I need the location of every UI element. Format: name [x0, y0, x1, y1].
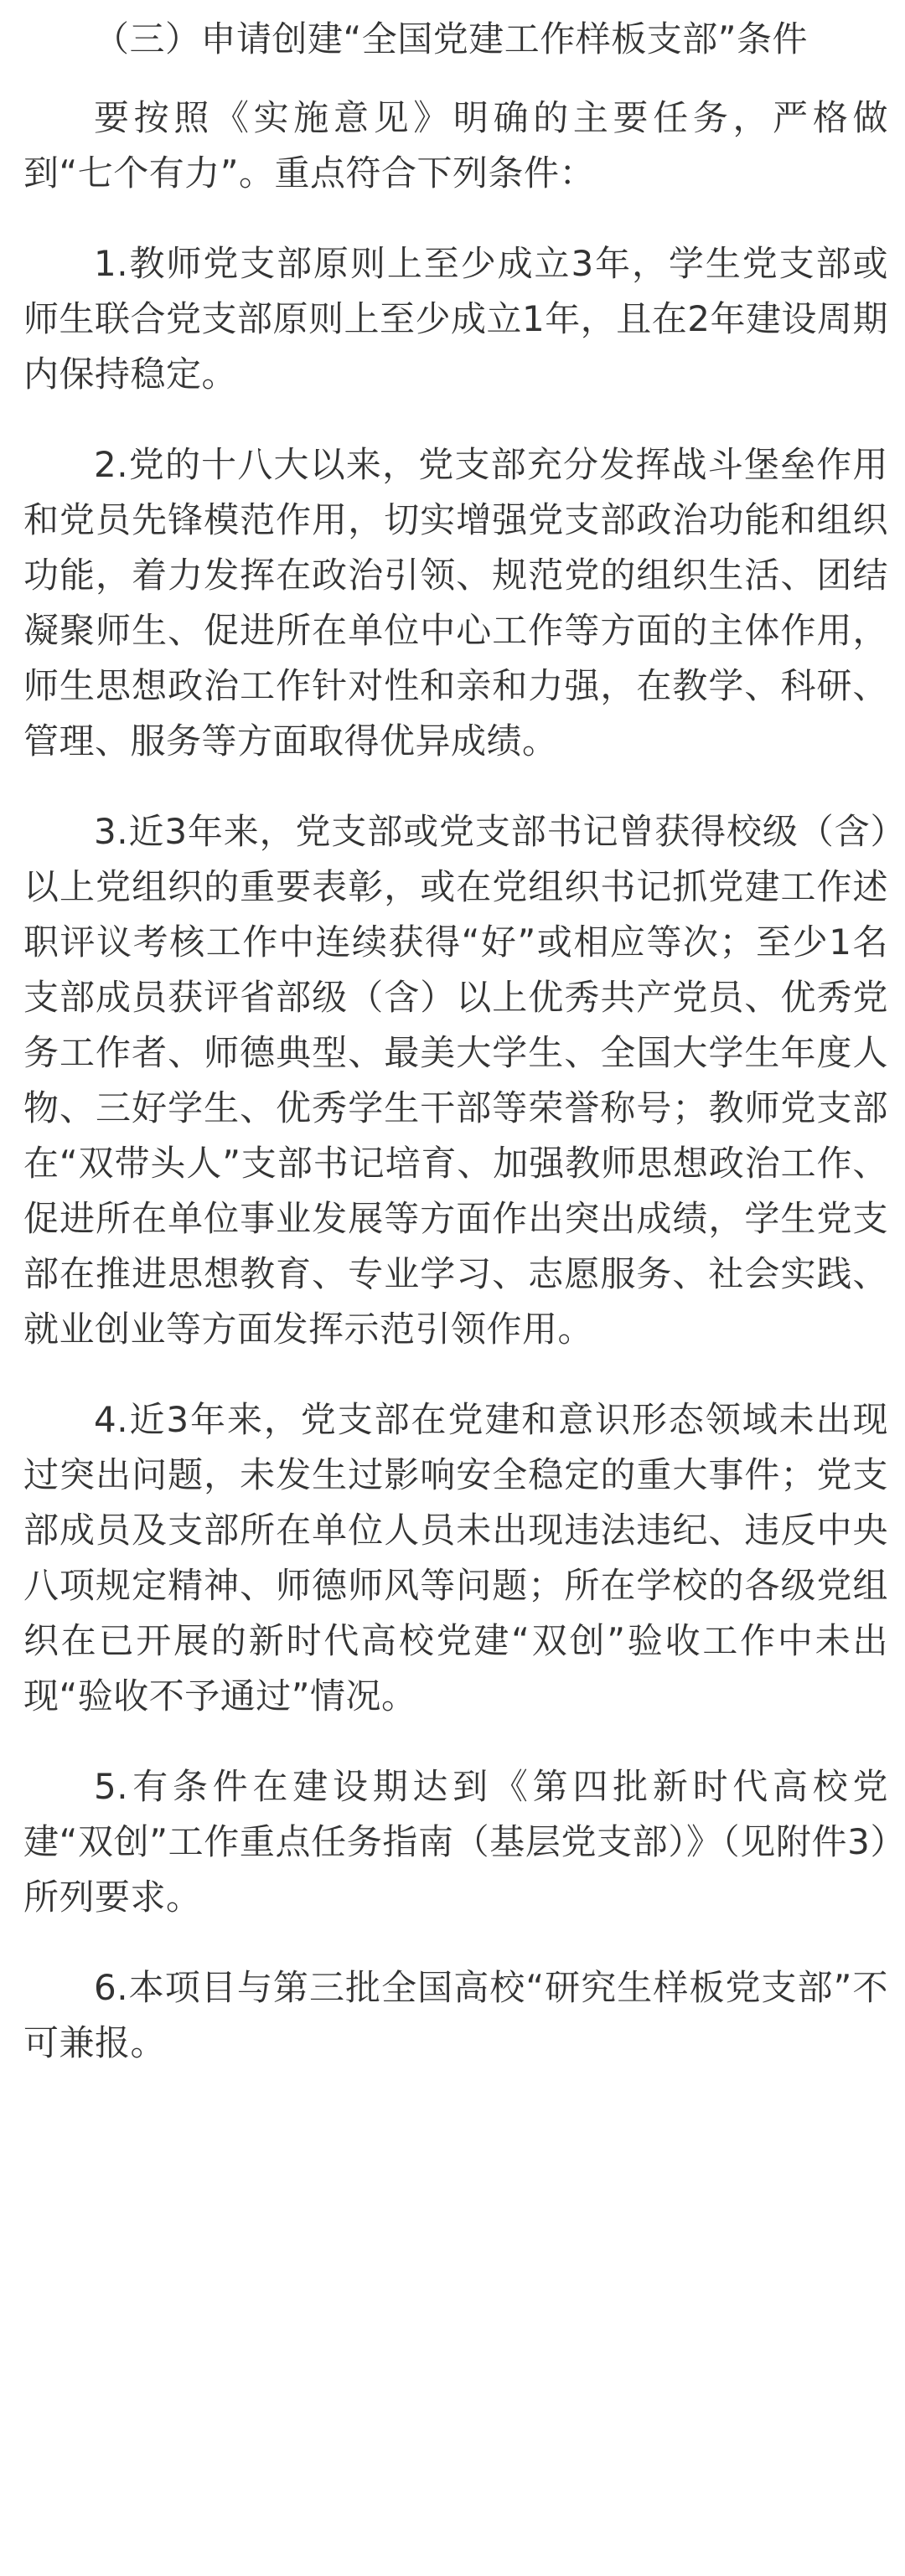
condition-item-3: 3.近3年来，党支部或党支部书记曾获得校级（含）以上党组织的重要表彰，或在党组织书记抓党建工作述职评议考核工作中连续获得“好”或相应等次；至少1名支部成员获评省部级（含）以上优秀共产党员、优秀党务工作者、师德典型、最美大学生、全国大学生年度人物、三好学生、优秀学生干部等荣誉称号；教师党支部在“双带头人”支部书记培育、加强教师思想政治工作、促进所在单位事业发展等方面作出突出成绩，学生党支部在推进思想教育、专业学习、志愿服务、社会实践、就业创业等方面发挥示范引领作用。 [23, 811, 888, 1350]
condition-item-5: 5.有条件在建设期达到《第四批新时代高校党建“双创”工作重点任务指南（基层党支部）》（见附件3）所列要求。 [23, 1766, 888, 1918]
article-body [23, 12, 888, 2106]
intro-paragraph: 要按照《实施意见》明确的主要任务，严格做到“七个有力”。重点符合下列条件： [23, 97, 888, 194]
condition-item-6: 6.本项目与第三批全国高校“研究生样板党支部”不可兼报。 [23, 1967, 888, 2063]
section-heading: （三）申请创建“全国党建工作样板支部”条件 [94, 18, 809, 59]
condition-item-1: 1.教师党支部原则上至少成立3年，学生党支部或师生联合党支部原则上至少成立1年，且在2年建设周期内保持稳定。 [23, 243, 888, 395]
condition-item-2: 2.党的十八大以来，党支部充分发挥战斗堡垒作用和党员先锋模范作用，切实增强党支部政治功能和组织功能，着力发挥在政治引领、规范党的组织生活、团结凝聚师生、促进所在单位中心工作等方面的主体作用，师生思想政治工作针对性和亲和力强，在教学、科研、管理、服务等方面取得优异成绩。 [23, 444, 888, 761]
condition-item-4: 4.近3年来，党支部在党建和意识形态领域未出现过突出问题，未发生过影响安全稳定的重大事件；党支部成员及支部所在单位人员未出现违法违纪、违反中央八项规定精神、师德师风等问题；所在学校的各级党组织在已开展的新时代高校党建“双创”验收工作中未出现“验收不予通过”情况。 [23, 1399, 888, 1716]
